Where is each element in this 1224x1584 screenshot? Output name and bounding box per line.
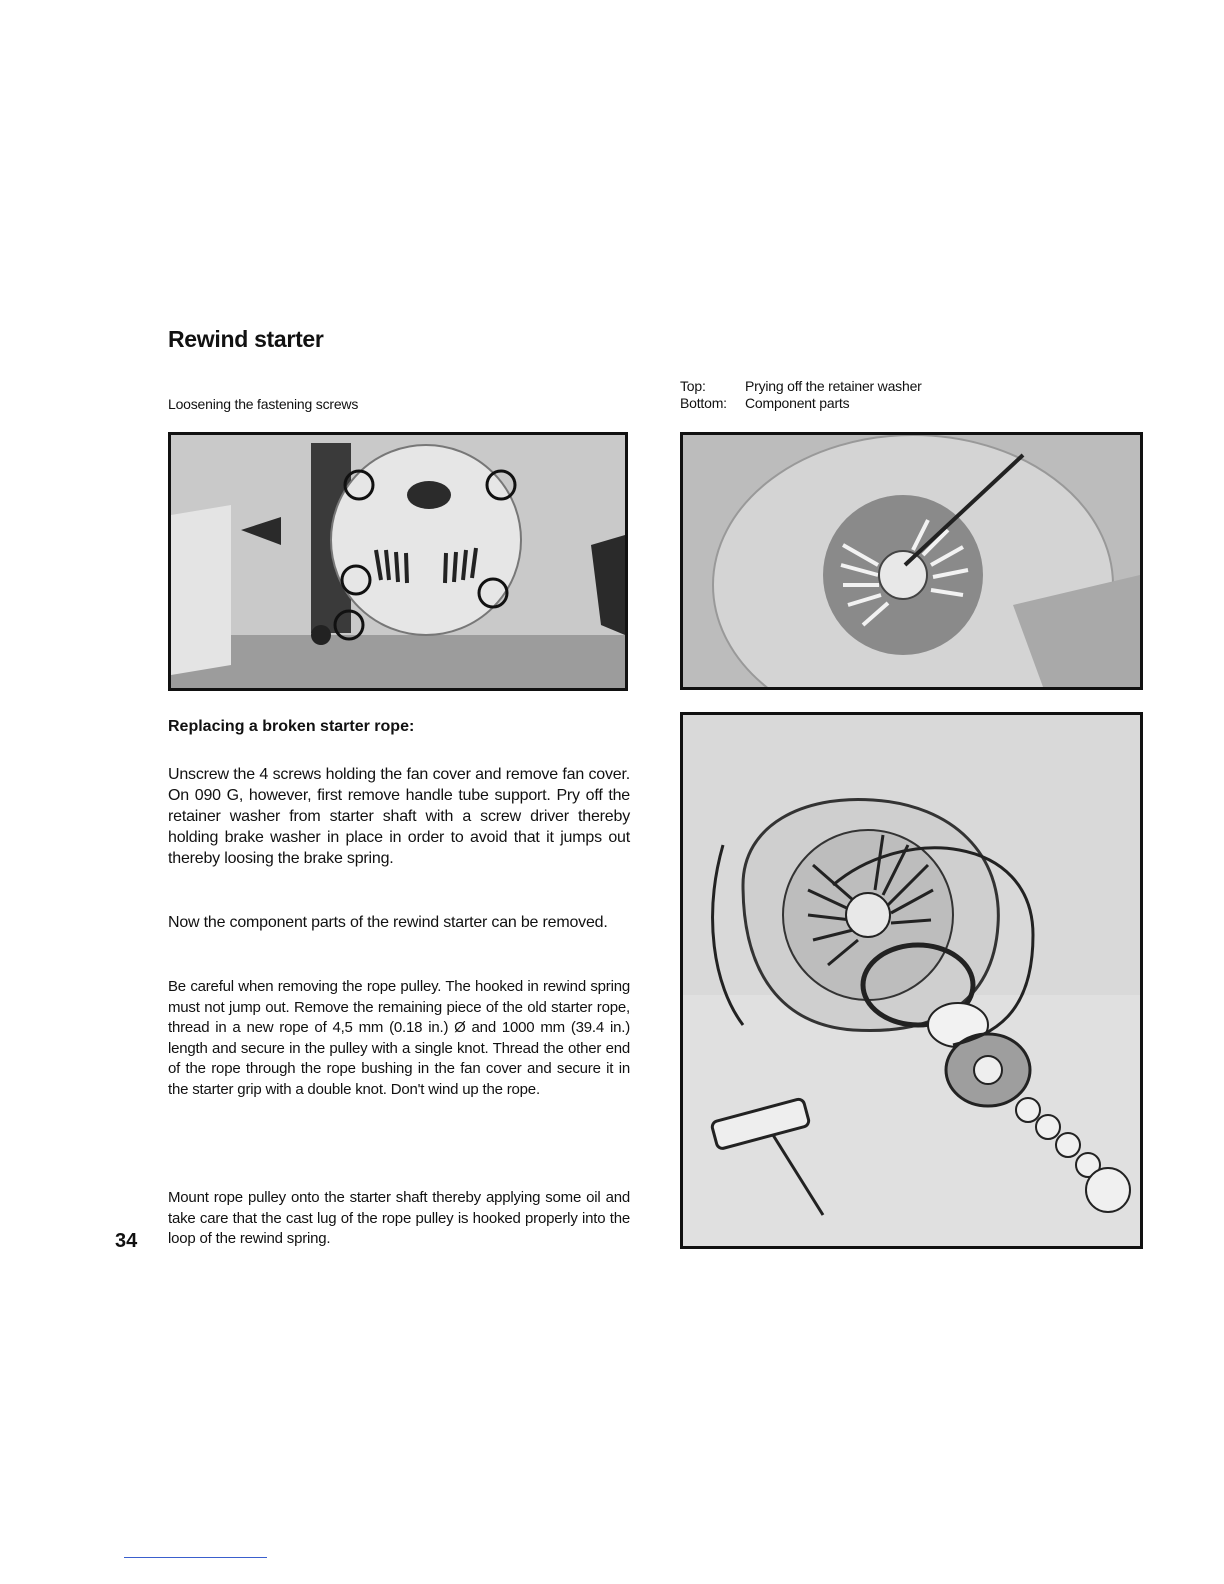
page-number: 34 (115, 1230, 138, 1252)
retainer-washer-photo-illustration (683, 435, 1140, 687)
caption-left: Loosening the fastening screws (168, 396, 359, 412)
caption-top-row (680, 378, 922, 395)
section-heading: Replacing a broken starter rope: (168, 718, 415, 735)
caption-bottom-row (680, 395, 922, 412)
paragraph-3: Be careful when removing the rope pulley. The hooked in rewind spring must not jump out. Remove the remaining piece of the old starter rope, thread in a new rope of 4,5 mm (0.18 in.) Ø and 1000 mm (39.4 in.) length and secure in the pulley with a single knot. Thread the other end of the rope through the rope bushing in the fan cover and secure it in the starter grip with a double knot. Don't wind up the rope. (168, 978, 630, 1098)
paragraph-4: Mount rope pulley onto the starter shaft thereby applying some oil and take care that the cast lug of the rope pulley is hooked properly into the loop of the rewind spring. (168, 1189, 630, 1247)
paragraph-1: Unscrew the 4 screws holding the fan cover and remove fan cover. On 090 G, however, first remove handle tube support. Pry off the retainer washer from starter shaft with a screw driver thereby holding brake washer in place in order to avoid that it jumps out thereby loosing the brake spring. (168, 766, 630, 867)
component-parts-illustration (683, 715, 1140, 1246)
photo-fastening-screws (168, 432, 628, 691)
caption-top-label: Top: (680, 378, 706, 394)
paragraph-2: Now the component parts of the rewind starter can be removed. (168, 914, 608, 931)
caption-right (680, 378, 922, 412)
fan-cover-photo-illustration (171, 435, 625, 688)
page-title: Rewind starter (168, 326, 324, 352)
caption-bottom-label: Bottom: (680, 395, 727, 411)
caption-bottom-text: Component parts (745, 395, 850, 411)
caption-top-text: Prying off the retainer washer (745, 378, 922, 394)
footer-rule (124, 1557, 267, 1558)
photo-retainer-washer (680, 432, 1143, 690)
photo-component-parts (680, 712, 1143, 1249)
